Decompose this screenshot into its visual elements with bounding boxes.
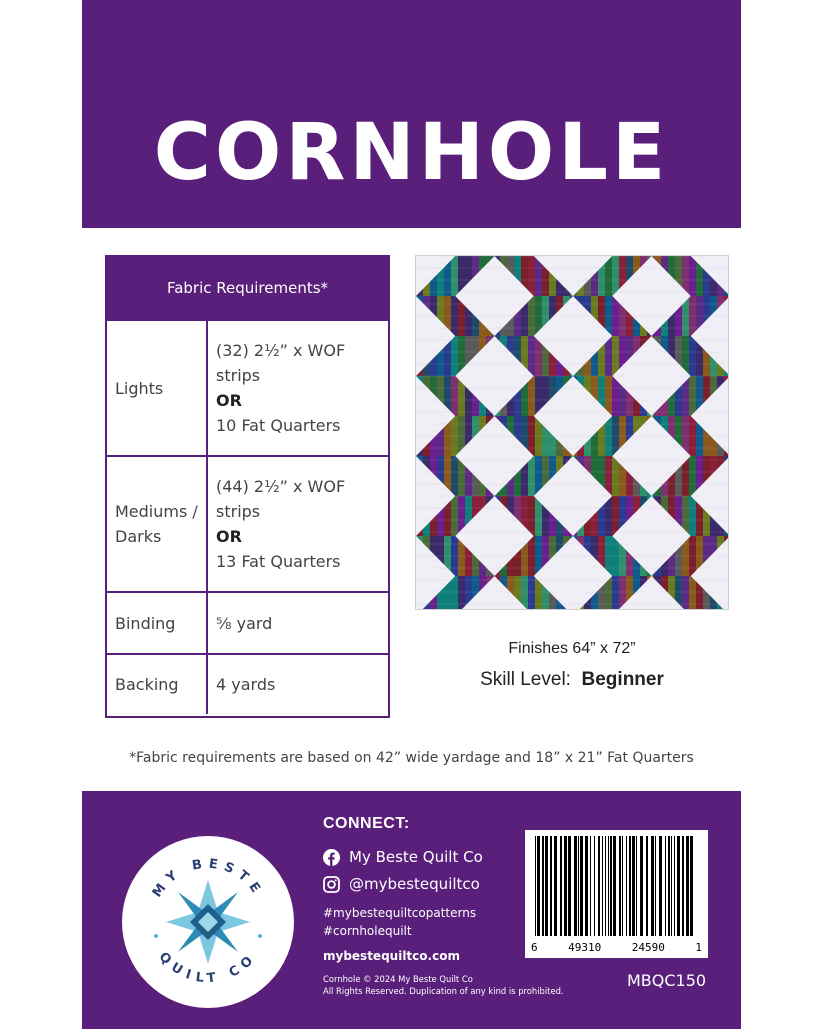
instagram-handle: @mybestequiltco [349, 875, 480, 893]
skill-level [415, 669, 729, 691]
row-label: Lights [107, 321, 208, 455]
logo-bottom-text: QUILT CO [155, 949, 261, 987]
instagram-link[interactable] [323, 875, 480, 893]
value-line: 13 Fat Quarters [216, 552, 341, 571]
fabric-footnote: *Fabric requirements are based on 42” wide yardage and 18” x 21” Fat Quarters [129, 750, 694, 766]
table-heading: Fabric Requirements* [107, 257, 388, 319]
facebook-handle: My Beste Quilt Co [349, 848, 483, 866]
sku-code: MBQC150 [627, 971, 707, 990]
facebook-icon [323, 849, 340, 866]
quilt-preview-image [415, 255, 729, 610]
table-row [107, 653, 388, 714]
value-or: OR [216, 391, 242, 410]
barcode-bars [535, 836, 698, 936]
header-band [82, 0, 741, 228]
row-label-line: Mediums / [115, 502, 198, 521]
value-line: (32) 2½” x WOF strips [216, 341, 346, 385]
table-row [107, 319, 388, 455]
hashtag: #cornholequilt [323, 924, 412, 938]
row-value [208, 321, 388, 455]
value-or: OR [216, 527, 242, 546]
barcode-digit: 1 [695, 941, 702, 954]
row-value [208, 457, 388, 591]
pattern-back-cover [82, 0, 741, 1029]
footer-band [82, 791, 741, 1029]
row-label [107, 457, 208, 591]
row-label-line: Darks [115, 527, 162, 546]
brand-logo [122, 836, 294, 1008]
skill-label: Skill Level: [480, 669, 571, 690]
barcode-digits [531, 941, 702, 954]
connect-heading: CONNECT: [323, 815, 410, 832]
pattern-title: CORNHOLE [153, 108, 670, 198]
table-row [107, 455, 388, 591]
barcode-digit: 6 [531, 941, 538, 954]
copyright [323, 973, 564, 997]
star-logo-icon [122, 836, 294, 1008]
table-row [107, 591, 388, 653]
row-value: 4 yards [216, 675, 276, 694]
copyright-line: Cornhole © 2024 My Beste Quilt Co [323, 974, 473, 984]
barcode-digit: 49310 [568, 941, 602, 954]
website-link[interactable]: mybestequiltco.com [323, 949, 460, 963]
facebook-link[interactable] [323, 848, 483, 866]
copyright-line: All Rights Reserved. Duplication of any kind is prohibited. [323, 986, 564, 996]
value-line: 10 Fat Quarters [216, 416, 341, 435]
row-value: ⅝ yard [216, 613, 273, 633]
row-label: Backing [107, 655, 208, 714]
barcode-digit: 24590 [631, 941, 665, 954]
value-line: (44) 2½” x WOF strips [216, 477, 346, 521]
skill-value: Beginner [581, 669, 664, 690]
row-label: Binding [107, 593, 208, 653]
barcode [525, 830, 708, 958]
instagram-icon [323, 876, 340, 893]
fabric-requirements-table [105, 255, 390, 718]
logo-top-text: MY BESTE [149, 856, 267, 901]
hashtag: #mybestequiltcopatterns [323, 906, 477, 920]
finished-size: Finishes 64” x 72” [508, 640, 636, 657]
quilt-illustration [416, 256, 729, 610]
